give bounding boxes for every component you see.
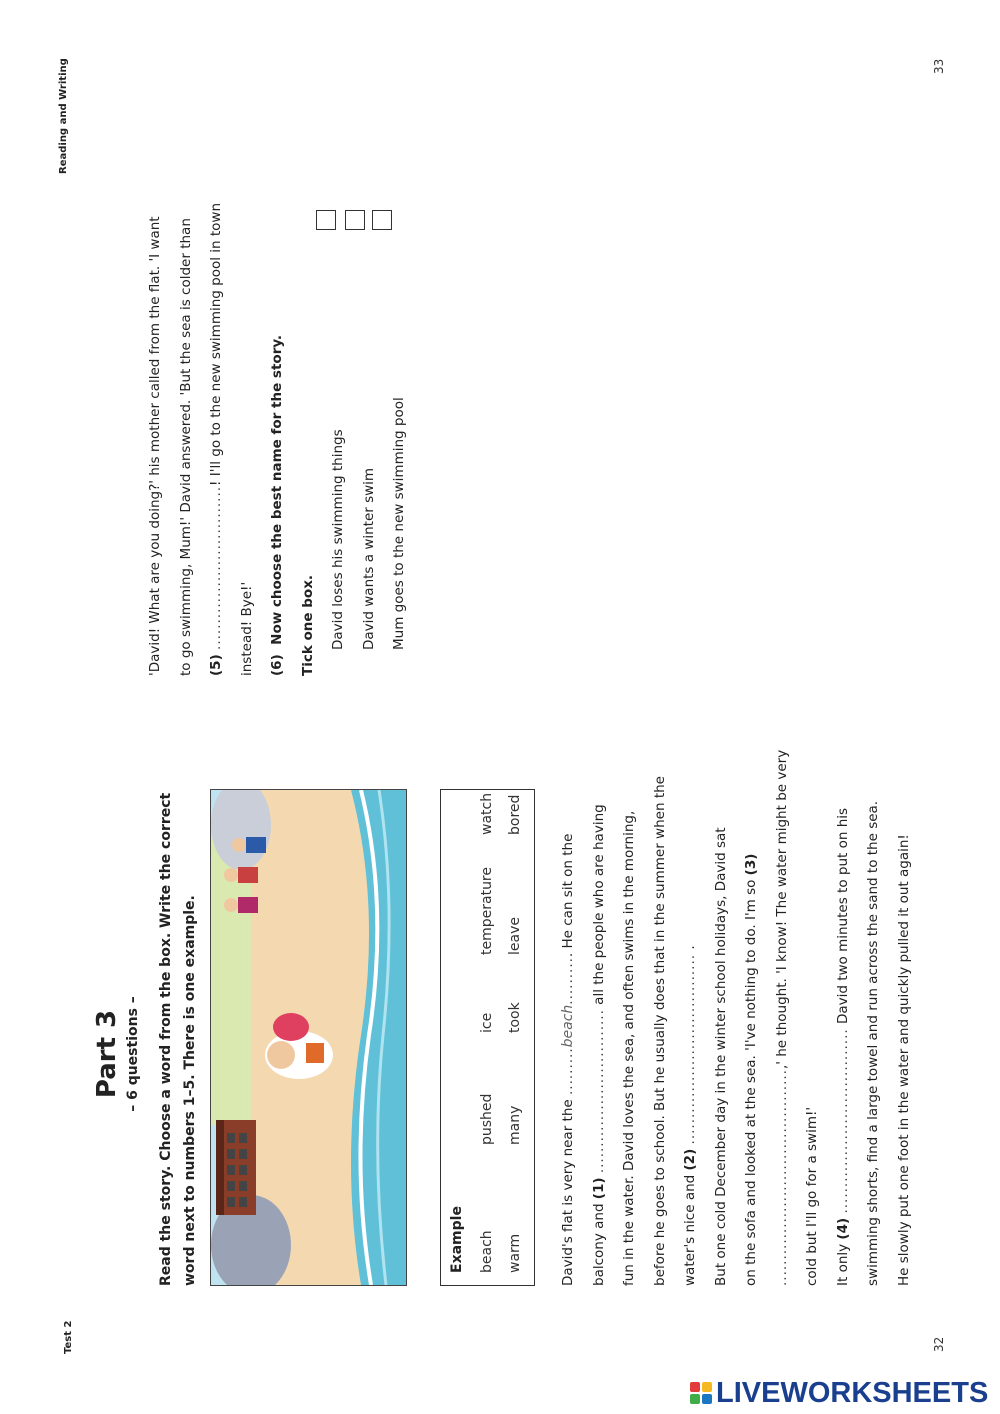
story-text: all the people who are having — [590, 804, 607, 1010]
story-text: on the sofa and looked at the sea. 'I've nothing to do. I'm so — [743, 875, 759, 1286]
tick-box-option-2[interactable] — [345, 210, 365, 230]
word-item: ice — [479, 1012, 495, 1033]
word-item: took — [507, 1002, 523, 1033]
story-text: 'David! What are you doing?' his mother called from the flat. 'I want — [147, 216, 163, 676]
story-text: It only — [834, 1239, 851, 1286]
question-number: (2) — [682, 1148, 698, 1171]
answer-blank-5[interactable]: ............................... — [208, 485, 224, 650]
word-item: pushed — [479, 1093, 495, 1145]
part-title: Part 3 — [92, 1009, 122, 1099]
story-text: before he goes to school. But he usually does that in the summer when the — [651, 776, 668, 1286]
answer-blank-3[interactable]: ......................................... — [773, 1069, 790, 1286]
story-text: instead! Bye!' — [238, 581, 255, 676]
liveworksheets-logo — [690, 1378, 988, 1408]
story-text: He slowly put one foot in the water and quickly pulled it out again! — [895, 834, 912, 1286]
story-text: ,' he thought. 'I know! The water might be very — [773, 749, 790, 1070]
word-box — [440, 789, 535, 1286]
logo-icon — [690, 1382, 712, 1404]
word-item: watch — [479, 792, 495, 835]
word-example: beach — [479, 1230, 495, 1273]
option-label: Mum goes to the new swimming pool — [391, 397, 407, 650]
answer-blank-2[interactable]: .................................... — [682, 953, 698, 1145]
tick-box-option-1[interactable] — [316, 210, 336, 230]
example-answer: beach — [560, 1004, 576, 1048]
example-label: Example — [449, 1206, 465, 1273]
word-item: leave — [507, 917, 523, 955]
story-text: . He can sit on the — [560, 833, 576, 958]
story-text: David two minutes to put on his — [834, 807, 851, 1029]
answer-blank-1[interactable]: ............................... — [590, 1009, 607, 1174]
part-subtitle: – 6 questions – — [125, 996, 141, 1112]
question-number: (3) — [743, 853, 759, 876]
question-number: (1) — [590, 1177, 607, 1200]
question-number: (6) — [269, 654, 285, 676]
page-number-right: 33 — [932, 58, 946, 74]
tick-box-option-3[interactable] — [372, 210, 392, 230]
tick-instruction: Tick one box. — [299, 574, 316, 676]
logo-text: LIVEWORKSHEETS — [716, 1376, 989, 1409]
word-item: warm — [507, 1233, 523, 1273]
question-6-text: Now choose the best name for the story. — [269, 334, 285, 645]
option-label: David loses his swimming things — [330, 429, 346, 650]
story-text: cold but I'll go for a swim!' — [804, 1106, 820, 1286]
beach-illustration — [210, 789, 407, 1286]
story-right — [140, 76, 415, 676]
story-left: David's flat is very near the .........beach.......... He can sit on the balcony and (1) ............................... all the people who are having fun in the water. David loves the sea, and often swims in the morning, before he goes to school. But he usually does that in the summer when the water's nice and (2) .................................... . But one cold December day in the winter school holidays, David sat on the sofa and looked at the sea. 'I've nothing to do. I'm so (3) .........................................,' he thought. 'I know! The water might be very cold but I'll go for a swim!' It only (4) ................................... David two minutes to put on his swimming shorts, find a large towel and run across the sand to the sea. He slowly put one foot in the water and quickly pulled it out again! — [553, 761, 919, 1286]
story-text: David's flat is very near the — [560, 1095, 576, 1286]
answer-blank-4[interactable]: ................................... — [834, 1028, 851, 1214]
test-label: Test 2 — [63, 1320, 74, 1354]
section-label: Reading and Writing — [58, 58, 69, 174]
question-number: (5) — [208, 654, 224, 676]
story-text: water's nice and — [682, 1170, 698, 1286]
story-text: ! I'll go to the new swimming pool in town — [208, 202, 224, 486]
word-item: many — [507, 1105, 523, 1145]
story-text: to go swimming, Mum!' David answered. 'But the sea is colder than — [177, 218, 194, 676]
question-number: (4) — [834, 1217, 851, 1240]
story-text: balcony and — [590, 1199, 607, 1286]
story-text: swimming shorts, find a large towel and run across the sand to the sea. — [865, 800, 881, 1286]
option-label: David wants a winter swim — [360, 467, 377, 650]
instructions: Read the story. Choose a word from the box. Write the correct word next to numbers 1–5. There is one example. — [158, 792, 198, 1286]
story-text: But one cold December day in the winter school holidays, David sat — [712, 827, 729, 1286]
word-item: temperature — [479, 867, 495, 955]
word-item: bored — [507, 794, 523, 835]
page-number-left: 32 — [932, 1336, 946, 1352]
story-text: fun in the water. David loves the sea, and often swims in the morning, — [621, 810, 637, 1286]
